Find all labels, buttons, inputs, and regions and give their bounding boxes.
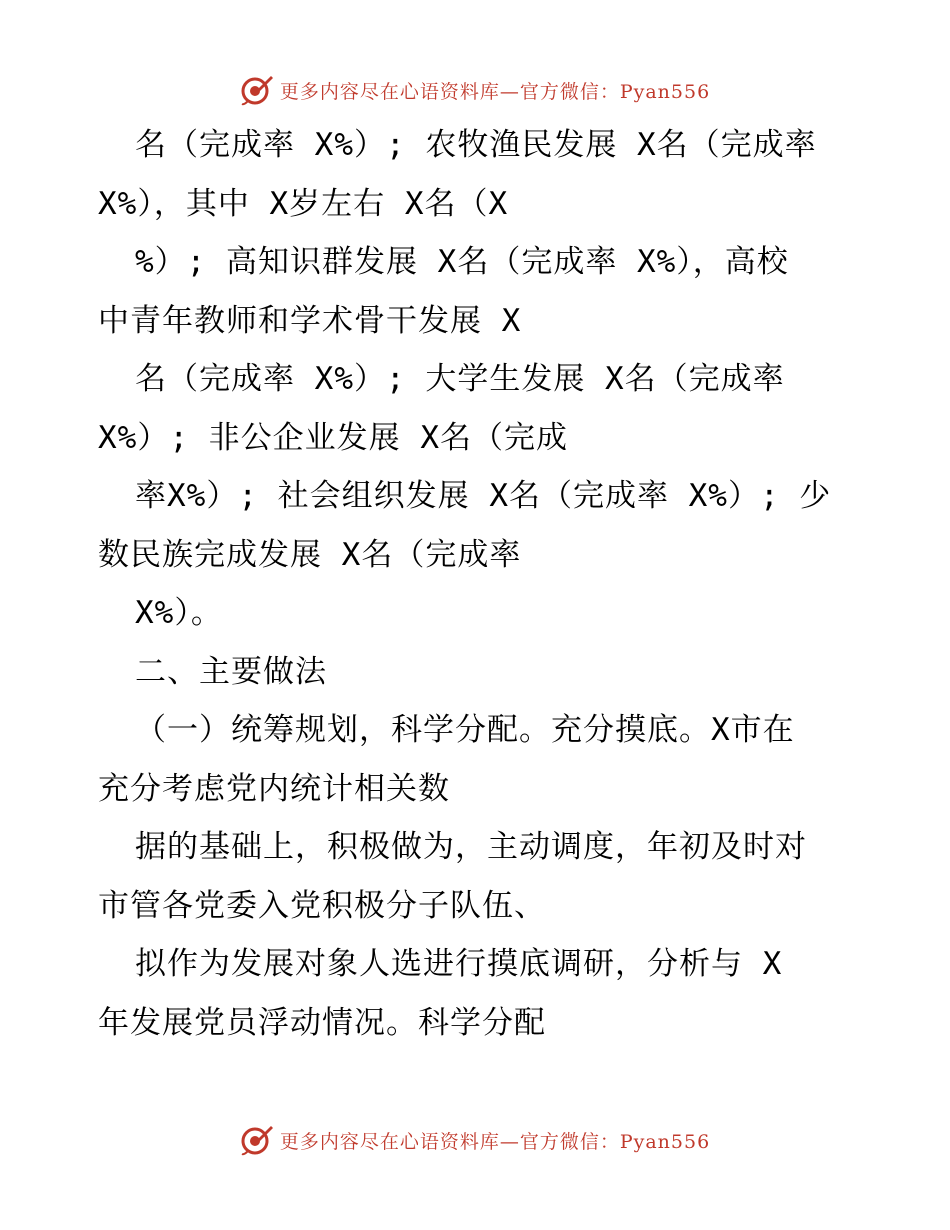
- text-line: 拟作为发展对象人选进行摸底调研，分析与 X: [135, 946, 783, 982]
- watermark-group: [240, 73, 710, 107]
- footer-watermark: [0, 1120, 950, 1160]
- text-line: 据的基础上，积极做为，主动调度，年初及时对: [135, 829, 807, 865]
- text-line: 充分考虑党内统计相关数: [98, 770, 450, 807]
- text-line: 年发展党员浮动情况。科学分配: [98, 1004, 546, 1041]
- text-line: X%）; 非公企业发展 X名（完成: [98, 419, 568, 456]
- text-line: （一）统筹规划，科学分配。充分摸底。X市在: [135, 712, 795, 748]
- watermark-text: 更多内容尽在心语资料库—官方微信：Pyan556: [279, 80, 711, 103]
- text-line: 市管各党委入党积极分子队伍、: [98, 887, 546, 924]
- text-line: X%）。: [135, 595, 223, 631]
- text-line: 名（完成率 X%）; 大学生发展 X名（完成率: [135, 361, 785, 397]
- text-line: 中青年教师和学术骨干发展 X: [98, 302, 522, 339]
- text-line: X%），其中 X岁左右 X名（X: [98, 185, 509, 222]
- text-line: 数民族完成发展 X名（完成率: [98, 536, 522, 573]
- watermark-group: [240, 1123, 710, 1157]
- pen-logo-icon: [240, 73, 274, 107]
- pen-logo-icon: [240, 1123, 274, 1157]
- watermark-text: 更多内容尽在心语资料库—官方微信：Pyan556: [279, 1130, 711, 1153]
- text-line: %）; 高知识群发展 X名（完成率 X%），高校: [135, 244, 789, 280]
- text-line: 率X%）; 社会组织发展 X名（完成率 X%）; 少: [135, 478, 832, 514]
- header-watermark: [0, 70, 950, 110]
- text-line: 名（完成率 X%）; 农牧渔民发展 X名（完成率: [135, 127, 817, 163]
- text-line: 二、主要做法: [135, 653, 327, 690]
